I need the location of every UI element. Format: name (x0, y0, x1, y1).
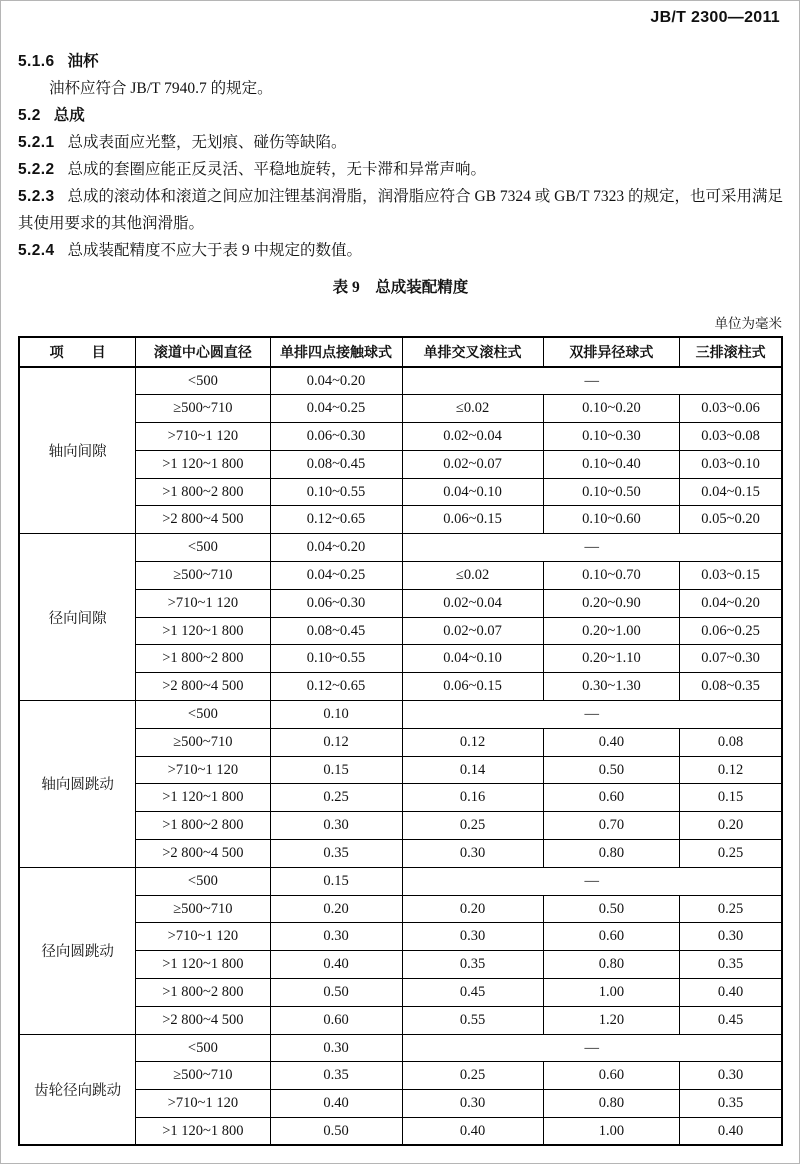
value-cell: 0.03~0.08 (680, 423, 782, 451)
value-cell: 0.06~0.15 (402, 673, 543, 701)
item-group-cell: 轴向间隙 (19, 367, 136, 534)
table-row (19, 367, 782, 395)
diameter-range-cell: >1 800~2 800 (136, 812, 270, 840)
value-cell: 0.35 (680, 951, 782, 979)
value-cell: 0.14 (402, 756, 543, 784)
value-cell: 0.55 (402, 1006, 543, 1034)
value-cell: 0.10~0.70 (543, 562, 680, 590)
value-cell: 0.04~0.15 (680, 478, 782, 506)
page (1, 1, 799, 1146)
clause-521-number: 5.2.1 (18, 134, 55, 151)
value-cell: 0.30 (680, 1062, 782, 1090)
unit-note: 单位为毫米 (714, 316, 782, 331)
value-cell: 0.20 (402, 895, 543, 923)
value-cell: 0.20~1.10 (543, 645, 680, 673)
value-cell: 0.50 (270, 979, 402, 1007)
clause-524-number: 5.2.4 (18, 242, 55, 259)
table-row (19, 534, 782, 562)
value-cell: 0.12 (402, 728, 543, 756)
value-cell: 0.02~0.04 (402, 589, 543, 617)
diameter-range-cell: >1 120~1 800 (136, 450, 270, 478)
diameter-range-cell: <500 (136, 534, 270, 562)
value-cell: 1.00 (543, 1118, 680, 1146)
value-cell: 0.40 (270, 951, 402, 979)
doc-number: JB/T 2300—2011 (650, 9, 780, 26)
clause-52-number: 5.2 (18, 107, 41, 124)
clause-522-number: 5.2.2 (18, 161, 55, 178)
value-cell: 0.30~1.30 (543, 673, 680, 701)
table-header-row (19, 337, 782, 367)
clause-524-text: 总成装配精度不应大于表 9 中规定的数值。 (67, 242, 362, 259)
value-cell: 0.25 (270, 784, 402, 812)
clause-52-heading (18, 102, 783, 129)
diameter-range-cell: <500 (136, 867, 270, 895)
clauses-section (18, 48, 783, 264)
merged-dash-cell: — (402, 1034, 782, 1062)
diameter-range-cell: >1 120~1 800 (136, 617, 270, 645)
table-row (19, 1034, 782, 1062)
value-cell: 0.30 (270, 923, 402, 951)
value-cell: 0.10~0.30 (543, 423, 680, 451)
col-header-item: 项 目 (19, 337, 136, 367)
value-cell: 0.15 (270, 867, 402, 895)
value-cell: 0.06~0.15 (402, 506, 543, 534)
value-cell: 0.06~0.25 (680, 617, 782, 645)
value-cell: 0.12 (680, 756, 782, 784)
value-cell: 0.45 (680, 1006, 782, 1034)
value-cell: 0.25 (680, 895, 782, 923)
value-cell: 0.60 (543, 1062, 680, 1090)
value-cell: 0.07~0.30 (680, 645, 782, 673)
diameter-range-cell: >2 800~4 500 (136, 506, 270, 534)
value-cell: 0.02~0.07 (402, 617, 543, 645)
value-cell: 1.20 (543, 1006, 680, 1034)
value-cell: 0.30 (402, 923, 543, 951)
col-header-single-row-crossed-roller: 单排交叉滚柱式 (402, 337, 543, 367)
clause-523 (18, 183, 783, 237)
diameter-range-cell: ≥500~710 (136, 562, 270, 590)
value-cell: 0.10~0.60 (543, 506, 680, 534)
value-cell: 0.20 (270, 895, 402, 923)
value-cell: 0.10~0.40 (543, 450, 680, 478)
merged-dash-cell: — (402, 367, 782, 395)
value-cell: 0.20~1.00 (543, 617, 680, 645)
value-cell: 0.35 (270, 1062, 402, 1090)
value-cell: 0.80 (543, 951, 680, 979)
value-cell: 0.30 (270, 812, 402, 840)
value-cell: 0.10~0.55 (270, 645, 402, 673)
value-cell: 0.60 (543, 923, 680, 951)
diameter-range-cell: >710~1 120 (136, 423, 270, 451)
value-cell: 0.50 (543, 895, 680, 923)
value-cell: 0.03~0.06 (680, 395, 782, 423)
item-group-cell: 齿轮径向跳动 (19, 1034, 136, 1145)
value-cell: 0.03~0.15 (680, 562, 782, 590)
diameter-range-cell: <500 (136, 701, 270, 729)
value-cell: 0.08~0.45 (270, 450, 402, 478)
table-header (19, 337, 782, 367)
value-cell: 0.10~0.50 (543, 478, 680, 506)
clause-516-title: 油杯 (67, 53, 99, 70)
value-cell: 0.20 (680, 812, 782, 840)
clause-523-number: 5.2.3 (18, 188, 55, 205)
table-row (19, 701, 782, 729)
item-group-cell: 径向间隙 (19, 534, 136, 701)
value-cell: 0.35 (680, 1090, 782, 1118)
col-header-raceway-center-diameter: 滚道中心圆直径 (136, 337, 270, 367)
clause-523-text: 总成的滚动体和滚道之间应加注锂基润滑脂，润滑脂应符合 GB 7324 或 GB/T 7323 的规定，也可采用满足其使用要求的其他润滑脂。 (18, 188, 783, 232)
diameter-range-cell: >2 800~4 500 (136, 1006, 270, 1034)
value-cell: 0.10 (270, 701, 402, 729)
clause-516-body: 油杯应符合 JB/T 7940.7 的规定。 (49, 80, 273, 97)
value-cell: 0.10~0.55 (270, 478, 402, 506)
value-cell: 0.25 (402, 1062, 543, 1090)
col-header-triple-row-roller: 三排滚柱式 (680, 337, 782, 367)
value-cell: 0.02~0.04 (402, 423, 543, 451)
value-cell: 0.35 (270, 840, 402, 868)
diameter-range-cell: >2 800~4 500 (136, 673, 270, 701)
value-cell: 0.45 (402, 979, 543, 1007)
value-cell: 0.04~0.25 (270, 395, 402, 423)
value-cell: 0.40 (402, 1118, 543, 1146)
clause-522-text: 总成的套圈应能正反灵活、平稳地旋转，无卡滞和异常声响。 (67, 161, 486, 178)
value-cell: 0.06~0.30 (270, 589, 402, 617)
value-cell: 0.06~0.30 (270, 423, 402, 451)
value-cell: 0.30 (270, 1034, 402, 1062)
diameter-range-cell: ≥500~710 (136, 895, 270, 923)
value-cell: 0.15 (270, 756, 402, 784)
diameter-range-cell: >2 800~4 500 (136, 840, 270, 868)
value-cell: 0.10~0.20 (543, 395, 680, 423)
value-cell: 0.40 (270, 1090, 402, 1118)
value-cell: 0.08 (680, 728, 782, 756)
diameter-range-cell: >710~1 120 (136, 756, 270, 784)
diameter-range-cell: >1 120~1 800 (136, 784, 270, 812)
clause-516-number: 5.1.6 (18, 53, 55, 70)
col-header-single-row-four-point-ball: 单排四点接触球式 (270, 337, 402, 367)
value-cell: 0.30 (680, 923, 782, 951)
clause-521 (18, 129, 783, 156)
value-cell: 0.05~0.20 (680, 506, 782, 534)
value-cell: 0.04~0.10 (402, 645, 543, 673)
value-cell: 0.16 (402, 784, 543, 812)
value-cell: 0.04~0.20 (270, 534, 402, 562)
value-cell: 0.40 (680, 979, 782, 1007)
value-cell: 0.80 (543, 840, 680, 868)
value-cell: 0.25 (402, 812, 543, 840)
table-body (19, 367, 782, 1145)
item-group-cell: 轴向圆跳动 (19, 701, 136, 868)
value-cell: 0.35 (402, 951, 543, 979)
value-cell: 0.60 (270, 1006, 402, 1034)
value-cell: 0.30 (402, 1090, 543, 1118)
value-cell: 0.30 (402, 840, 543, 868)
value-cell: 0.03~0.10 (680, 450, 782, 478)
table-caption: 表 9 总成装配精度 (332, 279, 469, 296)
value-cell: 0.25 (680, 840, 782, 868)
clause-524 (18, 237, 783, 264)
value-cell: 0.80 (543, 1090, 680, 1118)
value-cell: 0.04~0.25 (270, 562, 402, 590)
value-cell: 1.00 (543, 979, 680, 1007)
value-cell: 0.40 (543, 728, 680, 756)
value-cell: 0.08~0.45 (270, 617, 402, 645)
diameter-range-cell: ≥500~710 (136, 395, 270, 423)
diameter-range-cell: ≥500~710 (136, 728, 270, 756)
diameter-range-cell: ≥500~710 (136, 1062, 270, 1090)
diameter-range-cell: >710~1 120 (136, 923, 270, 951)
assembly-accuracy-table (18, 336, 783, 1146)
diameter-range-cell: <500 (136, 1034, 270, 1062)
value-cell: 0.08~0.35 (680, 673, 782, 701)
value-cell: 0.04~0.20 (680, 589, 782, 617)
diameter-range-cell: >710~1 120 (136, 589, 270, 617)
item-group-cell: 径向圆跳动 (19, 867, 136, 1034)
col-header-double-row-different-ball: 双排异径球式 (543, 337, 680, 367)
diameter-range-cell: >1 800~2 800 (136, 478, 270, 506)
diameter-range-cell: >1 800~2 800 (136, 979, 270, 1007)
value-cell: 0.70 (543, 812, 680, 840)
value-cell: 0.12~0.65 (270, 673, 402, 701)
value-cell: 0.15 (680, 784, 782, 812)
merged-dash-cell: — (402, 534, 782, 562)
value-cell: 0.12~0.65 (270, 506, 402, 534)
diameter-range-cell: >1 800~2 800 (136, 645, 270, 673)
clause-52-title: 总成 (53, 107, 85, 124)
value-cell: 0.50 (270, 1118, 402, 1146)
value-cell: 0.60 (543, 784, 680, 812)
value-cell: ≤0.02 (402, 562, 543, 590)
diameter-range-cell: <500 (136, 367, 270, 395)
value-cell: 0.12 (270, 728, 402, 756)
merged-dash-cell: — (402, 867, 782, 895)
value-cell: 0.40 (680, 1118, 782, 1146)
value-cell: 0.04~0.20 (270, 367, 402, 395)
merged-dash-cell: — (402, 701, 782, 729)
value-cell: ≤0.02 (402, 395, 543, 423)
value-cell: 0.20~0.90 (543, 589, 680, 617)
value-cell: 0.04~0.10 (402, 478, 543, 506)
value-cell: 0.50 (543, 756, 680, 784)
diameter-range-cell: >1 120~1 800 (136, 1118, 270, 1146)
clause-516-heading (18, 48, 783, 75)
table-row (19, 867, 782, 895)
clause-522 (18, 156, 783, 183)
diameter-range-cell: >710~1 120 (136, 1090, 270, 1118)
value-cell: 0.02~0.07 (402, 450, 543, 478)
clause-521-text: 总成表面应光整，无划痕、碰伤等缺陷。 (67, 134, 347, 151)
diameter-range-cell: >1 120~1 800 (136, 951, 270, 979)
